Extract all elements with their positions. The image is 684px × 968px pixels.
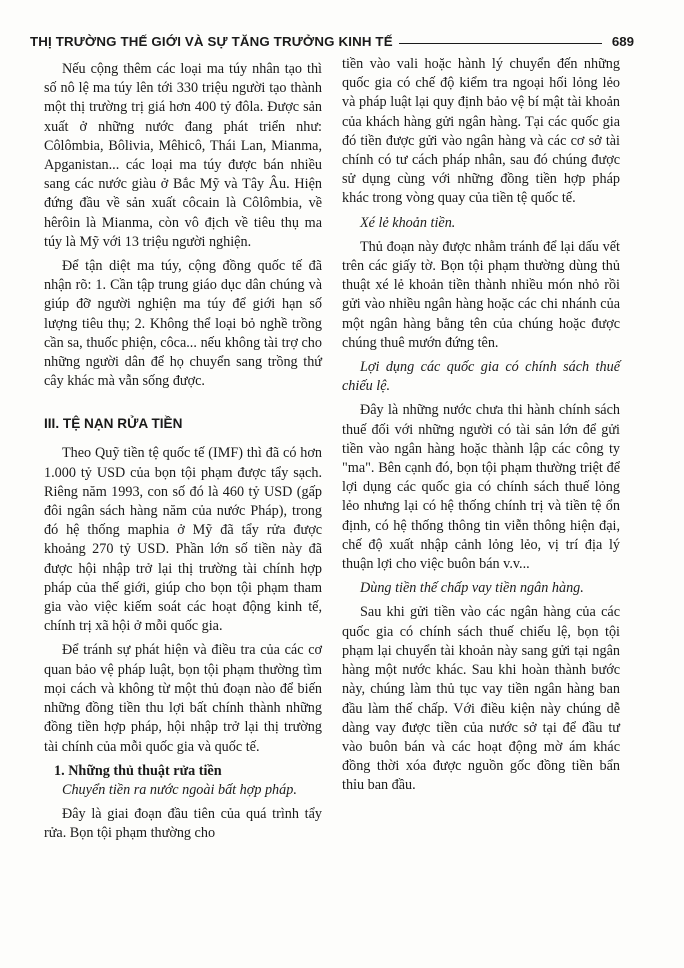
paragraph: tiền vào vali hoặc hành lý chuyển đến những quốc gia có chế độ kiểm tra ngoại hối lỏng lẻo và pháp luật lại quy định bảo vệ bí mật tài khoản của khách hàng gửi ngân hàng. Tại các quốc gia đó tiền được gửi vào ngân hàng và các cơ sở tài chính có tư cách pháp nhân, sau đó chúng được sử dụng cùng với những đồng tiền hợp pháp khác trong vòng quay của tiền tệ quốc tế. [342,56,620,207]
paragraph: Theo Quỹ tiền tệ quốc tế (IMF) thì đã có hơn 1.000 tỷ USD của bọn tội phạm được tẩy sạch. Riêng năm 1993, con số đó là 460 tỷ USD (gấp đôi ngân sách hàng năm của nước Pháp), trong đó hệ thống maphia ở Mỹ đã tẩy rửa được khoảng 270 tỷ USD. Phần lớn số tiền này đã được hội nhập trở lại thị trường tài chính hợp pháp của thế giới, giúp cho bọn tội phạm tham gia vào việc kiếm soát các hoạt động kinh tế, chính trị xã hội ở mỗi quốc gia. [44,445,322,635]
paragraph: Đây là giai đoạn đầu tiên của quá trình tẩy rửa. Bọn tội phạm thường cho [44,806,322,842]
left-column [44,60,322,849]
page-header [30,34,634,49]
paragraph: Sau khi gửi tiền vào các ngân hàng của các quốc gia có chính sách thuế chiếu lệ, bọn tội phạm lại chuyển tài khoản này sang gửi tại ngân hàng một nước khác. Sau khi hoàn thành bước này, chúng làm thủ tục vay tiền ngân hàng ban đầu làm thế chấp. Với điều kiện này chúng dễ dàng vay được tiền của nước sở tại để đầu tư vào buôn bán và các hoạt động mờ ám khác đồng thời xóa được nguồn gốc đồng tiền bẩn thỉu ban đầu. [342,604,620,794]
italic-heading: Dùng tiền thế chấp vay tiền ngân hàng. [360,580,584,597]
paragraph: Để tránh sự phát hiện và điều tra của các cơ quan bảo vệ pháp luật, bọn tội phạm thường tìm mọi cách và không từ một thủ đoạn nào để biến những đồng tiền thu lợi bất chính thành những đồng tiền hợp pháp, hội nhập trở lại thị trường tài chính của mỗi quốc gia và quốc tế. [44,642,322,755]
running-title: THỊ TRƯỜNG THẾ GIỚI VÀ SỰ TĂNG TRƯỞNG KINH TẾ [30,34,393,49]
paragraph: Nếu cộng thêm các loại ma túy nhân tạo thì số nô lệ ma túy lên tới 330 triệu người tạo thành một thị trường trị giá hơn 400 tỷ đôla. Được sản xuất ở những nước đang phát triển như: Côlômbia, Bôlivia, Mêhicô, Thái Lan, Mianma, Apganistan... các loại ma túy được bán nhiều sang các nước giàu ở Bắc Mỹ và Tây Âu. Hiện đứng đầu về sản xuất côcain là Côlômbia, về hêrôin là Mianma, còn vô địch về tiêu thụ ma túy là Mỹ với 13 triệu người nghiện. [44,61,322,250]
italic-heading: Xé lẻ khoản tiền. [360,214,456,231]
paragraph: Đây là những nước chưa thi hành chính sách thuế đối với những người có tài sản lớn để gửi tiền vào ngân hàng hoặc thành lập các công ty "ma". Bên cạnh đó, bọn tội phạm thường triệt để lợi dụng các quốc gia có chính sách thuế lỏng lẻo nhưng lại có hệ thống chính trị và tiền tệ ổn định, có hệ thống thông tin viễn thông hiện đại, chế độ xuất nhập cảnh lỏng lẻo, vị trí địa lý thuận lợi cho việc buôn bán v.v... [342,402,620,573]
section-heading: III. TỆ NẠN RỬA TIỀN [44,416,183,432]
subheading: 1. Những thủ thuật rửa tiền [54,762,222,779]
right-column [342,55,620,801]
italic-heading: Chuyển tiền ra nước ngoài bất hợp pháp. [62,781,297,798]
paragraph: Thủ đoạn này được nhằm tránh để lại dấu vết trên các giấy tờ. Bọn tội phạm thường dùng thủ thuật xé lẻ khoản tiền thành nhiều món nhỏ rồi gửi vào nhiều ngân hàng hoặc các chi nhánh của một ngân hàng bằng tên của chúng hoặc được chúng thuê mướn đứng tên. [342,238,620,351]
italic-heading: Lợi dụng các quốc gia có chính sách thuế chiếu lệ. [342,359,620,395]
page-number: 689 [611,34,634,49]
paragraph: Để tận diệt ma túy, cộng đồng quốc tế đã nhận rõ: 1. Cần tập trung giáo dục dân chúng và giúp đỡ người nghiện ma túy để giới hạn số lượng tiêu thụ; 2. Không thể loại bỏ nghề trồng cần sa, thuốc phiện, côca... nếu không tài trợ cho những người dân để họ chuyển sang trồng thứ cây khác mà vẫn sống được. [44,258,322,390]
header-rule [399,43,602,44]
